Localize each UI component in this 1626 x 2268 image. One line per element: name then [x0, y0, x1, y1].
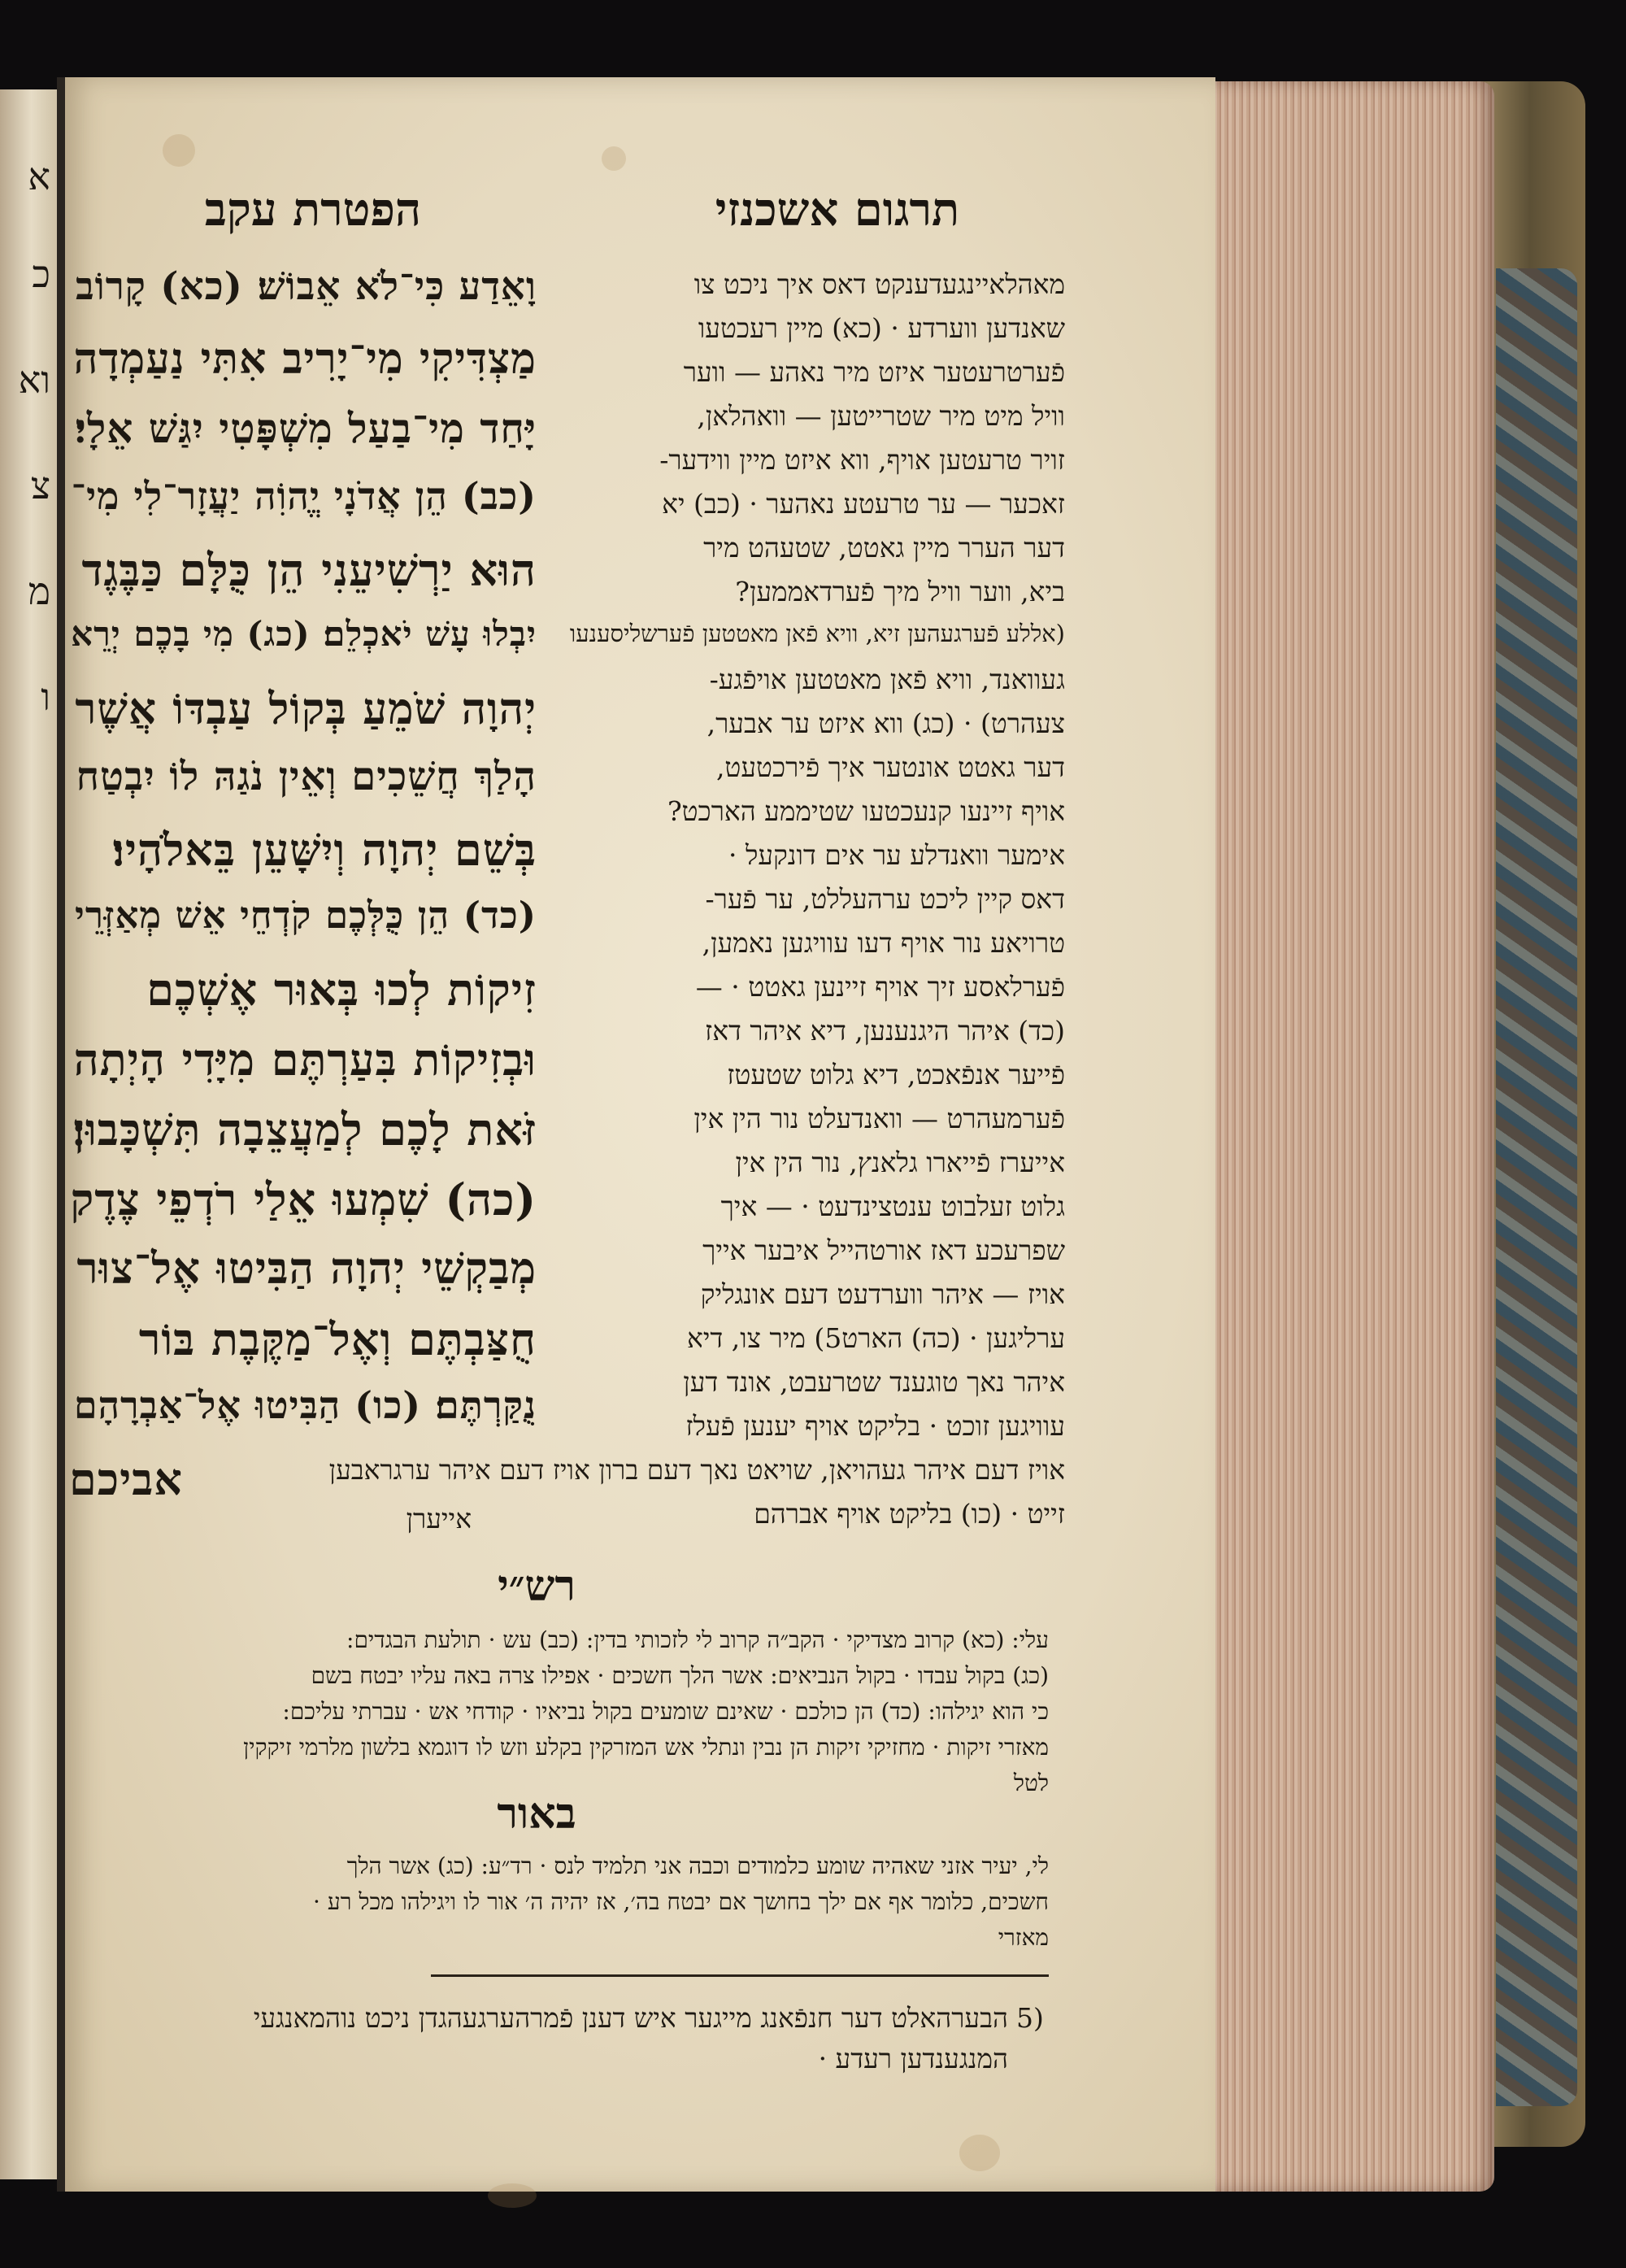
translation-line: טרויאע נור אויף דעו עוויגען נאמען,: [702, 927, 1065, 959]
translation-line: שאנדען ווערדע · (כא) מיין רעכטעו: [698, 312, 1065, 344]
translation-line: (אללע פֿערגעהען זיא, וויא פֿאן מאטטען פֿערשליסענעו: [569, 620, 1065, 647]
hebrew-verse-line: חֻצַּבְתֶּם וְאֶל־מַקֶּבֶת בּוֹר: [138, 1313, 537, 1365]
rashi-line: מאזרי זיקות · מחזיקי זיקות הן נבין ונתלי אש המזרקין בקלע וזש לו דוגמא בלשון מלרמי זיקקין: [243, 1734, 1049, 1761]
translation-line: פֿערמעהרט — וואנדעלט נור הין אין: [693, 1103, 1065, 1134]
left-page-letter: מ: [28, 569, 50, 613]
biur-line: לי, יעיר אזני שאהיה שומע כלמודים וכבה אני תלמיד לנס · רד״ע: (כג) אשר הלך: [346, 1852, 1049, 1879]
hebrew-verse-line: זִיקוֹת לְכוּ בְּאוּר אֶשְׁכֶם: [146, 964, 537, 1016]
translation-line: פֿערלאסע זיך אויף זיינען גאטט · —: [695, 971, 1065, 1003]
translation-line: איהר נאך טוגענד שטרעבט, אונד דען: [683, 1366, 1065, 1398]
footnote-rule: [431, 1974, 1049, 1977]
footnote-marker: 5): [1016, 2002, 1044, 2034]
translation-line: אייערז פֿייארו גלאנץ, נור הין אין: [735, 1147, 1065, 1178]
hebrew-verse-line: יָּחַד מִי־בַעַל מִשְׁפָּטִי יִגַּשׁ אֵלָי׃: [74, 404, 537, 452]
left-page-letter: א: [28, 155, 50, 198]
translation-line: פֿערטרעטער איזט מיר נאהע — ווער: [683, 356, 1065, 388]
rashi-line: כי הוא יגילהו: (כד) הן כולכם · שאינם שומעים בקול נביאיו · קודחי אש · עברתי עליכם:: [282, 1698, 1049, 1725]
hebrew-verse-line: יְהוָה שֹׁמֵעַ בְּקוֹל עַבְדּוֹ אֲשֶׁר: [75, 684, 537, 734]
biur-line: מאזרי: [998, 1924, 1049, 1951]
translation-line: אויז דעם איהר געהויאן, שויאט נאך דעם ברון אויז דעם איהר ערגראבען: [328, 1454, 1065, 1486]
footnote-line: המנגענדען רעדע ·: [818, 2043, 1008, 2074]
page-stain: [602, 146, 626, 171]
translation-line: ערליגען · (כה) הארט5) מיר צו, דיא: [686, 1322, 1065, 1354]
translation-line: עוויגען זוכט · בליקט אויף יענען פֿעלז: [685, 1410, 1065, 1442]
translation-line: אימער וואנדלע ער אים דונקעל ·: [728, 839, 1065, 871]
translation-line: אויז — איהר ווערדעט דעם אונגליק: [700, 1278, 1065, 1310]
hebrew-verse-line: (כה) שִׁמְעוּ אֵלַי רֹדְפֵי צֶדֶק: [70, 1173, 537, 1225]
translation-line: וויל מיט מיר שטרייטען — וואהלאן,: [697, 400, 1065, 432]
translation-tail: אייערן: [406, 1503, 472, 1534]
translation-line: זאכער — ער טרעטע נאהער · (כב) יא: [662, 488, 1065, 520]
page-edges: [1210, 81, 1494, 2192]
rashi-line: לטל: [1013, 1770, 1049, 1796]
page-stain: [959, 2135, 1000, 2171]
translation-line: דער הערר מיין גאטט, שטעהט מיר: [703, 532, 1065, 564]
biur-line: חשכים, כלומר אף אם ילך בחושך אם יבטח בה׳, אז יהיה ה׳ אור לו ויגילהו מכל רע ·: [313, 1888, 1049, 1915]
translation-line: זייט · (כו) בליקט אויף אברהם: [754, 1498, 1065, 1530]
hebrew-verse-line: מַצְדִּיקִי מִי־יָרִיב אִתִּי נַעַמְדָה: [73, 334, 537, 384]
left-page-edge: [0, 89, 59, 2179]
translation-line: זויר טרעטען אויף, ווא איזט מיין ווידער-: [659, 444, 1065, 476]
translation-line: גלוט זעלבוט ענטצינדעט · — איך: [720, 1191, 1065, 1222]
hebrew-verse-line: (כב) הֵן אֲדֹנָי יֱהוִֹה יַעֲזָר־לִי מִי־: [71, 474, 537, 518]
page-stain: [488, 2183, 537, 2208]
translation-line: פֿייער אנפֿאכט, דיא גלוט שטעטז: [727, 1059, 1065, 1090]
page-stain: [163, 134, 195, 167]
hebrew-verse-line: הָלַךְ חֲשֵׁכִים וְאֵין נֹגַהּ לוֹ יִבְטַח: [76, 754, 537, 799]
hebrew-verse-line: (כד) הֵן כֻּלְּכֶם קֹדְחֵי אֵשׁ מְאַזְּרֵי: [75, 894, 537, 937]
translation-line: מאהלאיינגעדענקט דאס איך ניכט צו: [693, 268, 1065, 300]
hebrew-verse-line: וּבְזִיקוֹת בִּעַרְתֶּם מִיָּדִי הָיְתָה: [73, 1034, 537, 1086]
hebrew-verse-line: אביכם: [69, 1453, 183, 1505]
translation-line: געוואנד, וויא פֿאן מאטטען אויפֿגע-: [709, 664, 1065, 695]
translation-line: אויף זיינעו קנעכטעו שטיממע הארכט?: [667, 795, 1065, 827]
left-page-letter: צ: [30, 464, 50, 507]
header-translation-title: תרגום אשכנזי: [715, 183, 960, 237]
translation-line: (כד) איהר היגנענען, דיא איהר דאז: [705, 1015, 1065, 1047]
translation-line: שפרעכע דאז אורטהייל איבער אייך: [702, 1234, 1065, 1266]
left-page-letter: ו: [41, 675, 50, 719]
hebrew-verse-line: הוּא יַרְשִׁיעֵנִי הֵן כֻּלָּם כַּבֶּגֶד: [81, 544, 537, 596]
left-page-letter: כ: [32, 252, 50, 296]
hebrew-verse-line: מְבַקְשֵׁי יְהוָה הַבִּיטוּ אֶל־צוּר: [76, 1243, 537, 1294]
translation-line: צעהרט) · (כג) ווא איזט ער אבער,: [706, 707, 1065, 739]
hebrew-verse-line: יִבְלוּ עָשׁ יֹאכְלֵם׃ (כג) מִי בָכֶם יְרֵא: [71, 614, 537, 654]
hebrew-verse-line: זֹּאת לָכֶם לְמַעֲצֵבָה תִּשְׁכָּבוּן׃: [72, 1104, 537, 1156]
translation-line: ביא, ווער וויל מיך פֿערדאממען?: [735, 576, 1065, 607]
rashi-title: רש״י: [498, 1561, 576, 1611]
biur-title: באור: [497, 1789, 576, 1839]
translation-line: דאס קיין ליכט ערהעללט, ער פֿער-: [705, 883, 1065, 915]
left-page-letter: וא: [18, 358, 50, 402]
rashi-line: (כג) בקול עבדו · בקול הנביאים: אשר הלך חשכים · אפילו צרה באה עליו יבטח בשם: [311, 1662, 1049, 1689]
book-gutter: [57, 77, 65, 2192]
marbled-cover-edge: [1496, 268, 1577, 2106]
hebrew-verse-line: נֻקַּרְתֶּם׃ (כו) הַבִּיטוּ אֶל־אַבְרָהָם: [73, 1383, 537, 1427]
header-haftarah-title: הפטרת עקב: [204, 183, 422, 237]
footnote-line: הבערהאלט דער חנפֿאנג מייגער איש דענן פֿמרהערגעהגדן ניכט נוהמאנגעי: [253, 2002, 1008, 2034]
hebrew-verse-line: וָאֵדַע כִּי־לֹא אֵבוֹשׁ׃ (כא) קָרוֹב: [76, 264, 537, 309]
translation-line: דער גאטט אונטער איך פֿירכטעט,: [715, 751, 1065, 783]
rashi-line: עלי: (כא) קרוב מצדיקי · הקב״ה קרוב לי לזכותי בדין: (כב) עש · תולעת הבגדים:: [346, 1626, 1049, 1653]
hebrew-verse-line: בְּשֵׁם יְהוָה וְיִשָּׁעֵן בֵּאלֹהָיו׃: [112, 824, 537, 876]
